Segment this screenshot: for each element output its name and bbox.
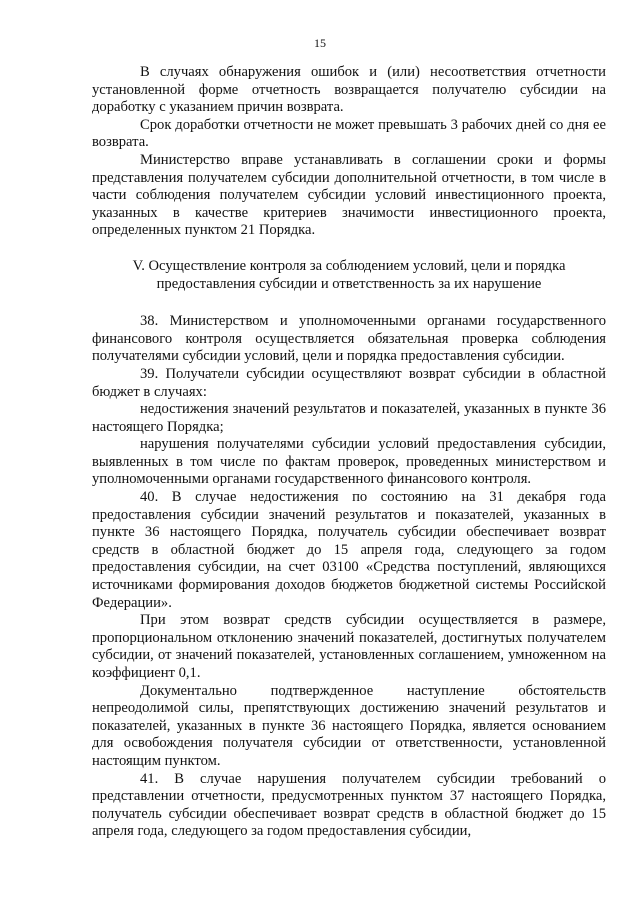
paragraph-revision-deadline: Срок доработки отчетности не может превышать 3 рабочих дней со дня ее возврата. <box>92 116 606 151</box>
document-body <box>92 64 606 841</box>
paragraph-40-force-majeure: Документально подтвержденное наступление обстоятельств непреодолимой силы, препятствующих достижению значений результатов и показателей, указанных в пункте 36 настоящего Порядка, является основанием для освобождения получателя субсидии от ответственности, установленной настоящим пунктом. <box>92 682 606 769</box>
paragraph-39-case-2: нарушения получателями субсидии условий предоставления субсидии, выявленных в том числе по фактам проверок, проведенных министерством и уполномоченными органами государственного финансового контроля. <box>92 436 606 488</box>
paragraph-39: 39. Получатели субсидии осуществляют возврат субсидии в областной бюджет в случаях: <box>92 365 606 400</box>
paragraph-40: 40. В случае недостижения по состоянию на 31 декабря года предоставления субсидии значений результатов и показателей, указанных в пункте 36 настоящего Порядка, получатель субсидии обеспечивает возврат средств в областной бюджет до 15 апреля года, следующего за годом предоставления субсидии, на счет 03100 «Средства поступлений, являющихся источниками формирования доходов бюджетов бюджетной системы Российской Федерации». <box>92 489 606 611</box>
paragraph-additional-reporting: Министерство вправе устанавливать в соглашении сроки и формы представления получателем субсидии дополнительной отчетности, в том числе в части соблюдения получателем субсидии условий инвестиционного проекта, указанных в качестве критериев значимости инвестиционного проекта, определенных пунктом 21 Порядка. <box>92 151 606 239</box>
paragraph-38: 38. Министерством и уполномоченными органами государственного финансового контроля осуществляется обязательная проверка соблюдения получателями субсидии условий, цели и порядка предоставления субсидии. <box>92 313 606 365</box>
paragraph-error-return: В случаях обнаружения ошибок и (или) несоответствия отчетности установленной форме отчетность возвращается получателю субсидии на доработку с указанием причин возврата. <box>92 64 606 116</box>
paragraph-39-case-1: недостижения значений результатов и показателей, указанных в пункте 36 настоящего Порядка; <box>92 401 606 435</box>
page-number: 15 <box>314 36 326 50</box>
paragraph-40-proportional-return: При этом возврат средств субсидии осуществляется в размере, пропорциональном отклонению значений показателей, достигнутых получателем субсидии, от значений показателей, установленных соглашением, умноженном на коэффициент 0,1. <box>92 612 606 681</box>
section-heading-v: V. Осуществление контроля за соблюдением условий, цели и порядка предоставления субсидии и ответственность за их нарушение <box>132 257 566 292</box>
paragraph-41: 41. В случае нарушения получателем субсидии требований о представлении отчетности, предусмотренных пунктом 37 настоящего Порядка, получатель субсидии обеспечивает возврат средств в областной бюджет до 15 апреля года, следующего за годом предоставления субсидии, <box>92 770 606 840</box>
